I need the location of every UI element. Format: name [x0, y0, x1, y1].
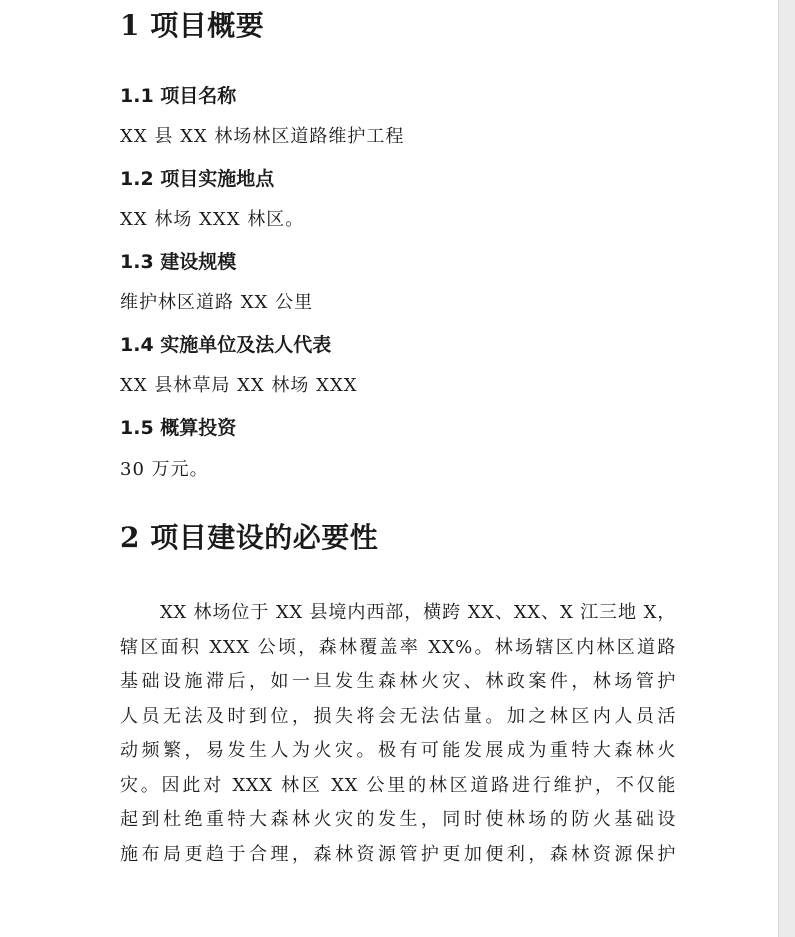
- section-1-title: 1 项目概要: [120, 9, 265, 42]
- text-1-3: 维护林区道路 XX 公里: [120, 292, 314, 313]
- text-1-2: XX 林场 XXX 林区。: [120, 209, 305, 230]
- paragraph-line: 动频繁，易发生人为火灾。极有可能发展成为重特大森林火: [120, 740, 676, 761]
- section-2-title: 2 项目建设的必要性: [120, 521, 379, 554]
- text-1-4: XX 县林草局 XX 林场 XXX: [120, 375, 358, 396]
- heading-1-4: 1.4 实施单位及法人代表: [120, 334, 332, 356]
- section-2-paragraph: [120, 596, 676, 872]
- paragraph-line: 灾。因此对 XXX 林区 XX 公里的林区道路进行维护，不仅能: [120, 774, 676, 796]
- paragraph-line: XX 林场位于 XX 县境内西部，横跨 XX、XX、X 江三地 X，: [160, 602, 676, 623]
- paragraph-line: 施布局更趋于合理，森林资源管护更加便利，森林资源保护: [120, 843, 676, 865]
- paragraph-line: 基础设施滞后，如一旦发生森林火灾、林政案件，林场管护: [120, 671, 676, 692]
- heading-1-5: 1.5 概算投资: [120, 417, 237, 439]
- heading-1-1: 1.1 项目名称: [120, 85, 237, 107]
- heading-1-3: 1.3 建设规模: [120, 251, 237, 273]
- text-1-1: XX 县 XX 林场林区道路维护工程: [120, 126, 405, 147]
- heading-1-2: 1.2 项目实施地点: [120, 168, 275, 190]
- text-1-5: 30 万元。: [120, 459, 209, 480]
- paragraph-line: 辖区面积 XXX 公顷，森林覆盖率 XX%。林场辖区内林区道路: [120, 636, 676, 658]
- paragraph-line: 起到杜绝重特大森林火灾的发生，同时使林场的防火基础设: [120, 809, 676, 830]
- paragraph-line: 人员无法及时到位，损失将会无法估量。加之林区内人员活: [120, 705, 676, 727]
